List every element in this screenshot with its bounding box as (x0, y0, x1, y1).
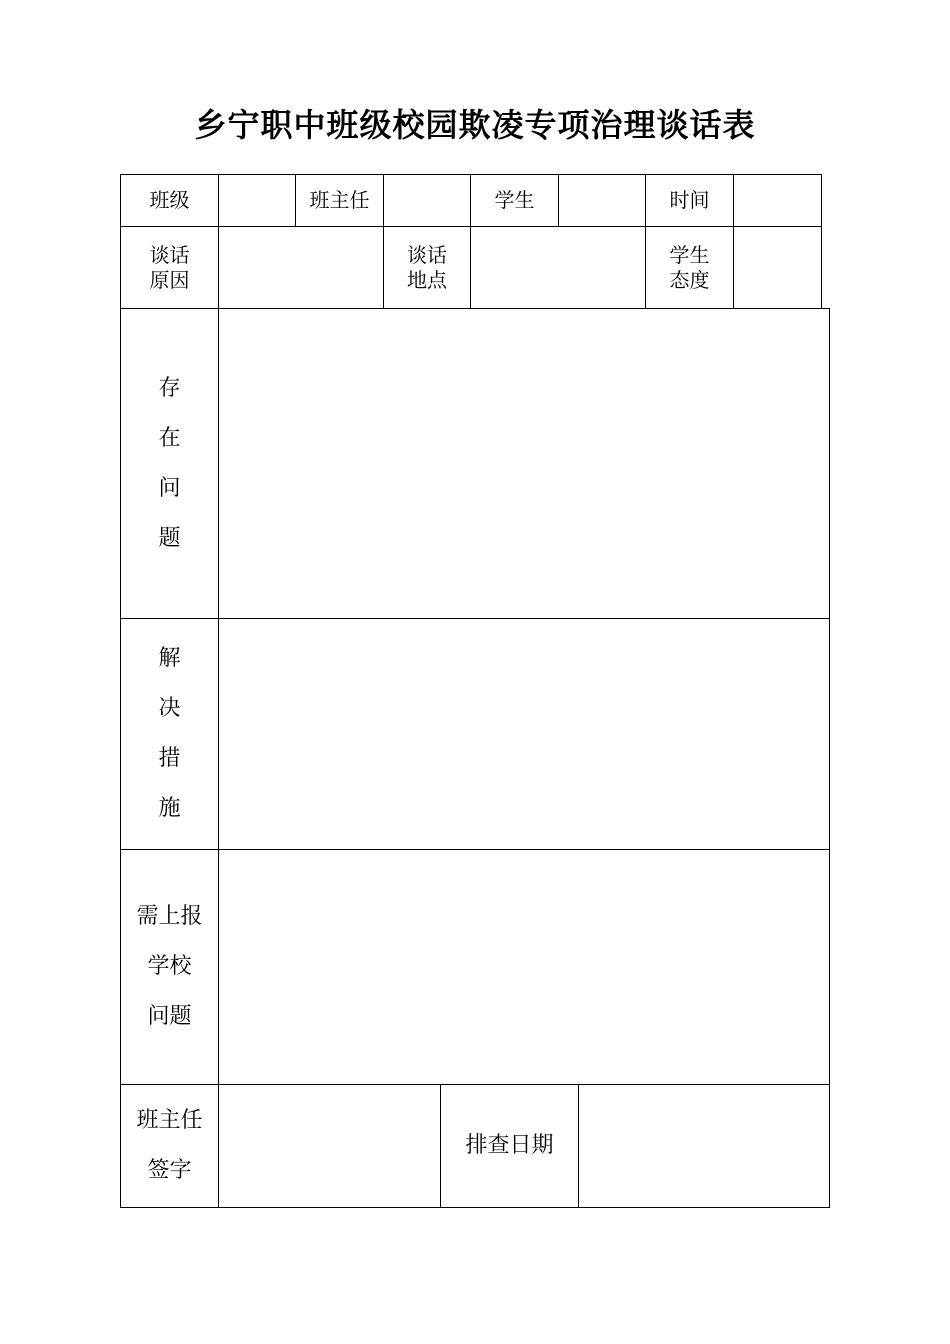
class-field[interactable] (219, 175, 295, 226)
inspection-date-label: 排查日期 (465, 1133, 554, 1158)
signature-label-line: 班主任 (136, 1108, 203, 1133)
signature-label-line: 签字 (147, 1158, 192, 1183)
existing-problems-field[interactable] (219, 309, 829, 618)
talk-place-label-line2: 地点 (407, 267, 447, 292)
solution-measures-field[interactable] (219, 619, 829, 849)
solution-measures-label-char: 措 (158, 746, 181, 771)
head-teacher-label: 班主任 (309, 188, 370, 212)
report-issues-label-line: 需上报 (136, 904, 203, 929)
existing-problems-label-char: 在 (158, 425, 181, 451)
report-issues-field[interactable] (219, 850, 829, 1084)
head-teacher-field[interactable] (384, 175, 470, 226)
talk-place-field[interactable] (471, 227, 645, 308)
time-label: 时间 (669, 188, 710, 212)
solution-measures-label (121, 619, 218, 849)
existing-problems-label-char: 题 (158, 525, 181, 551)
inspection-date-field[interactable] (579, 1085, 829, 1207)
class-label: 班级 (149, 188, 190, 212)
head-teacher-signature-field[interactable] (219, 1085, 440, 1207)
student-label: 学生 (494, 188, 535, 212)
time-field[interactable] (734, 175, 821, 226)
report-issues-label-line: 问题 (147, 1004, 192, 1029)
existing-problems-label-char: 存 (158, 375, 181, 401)
student-attitude-label-line2: 态度 (669, 267, 710, 292)
student-attitude-field[interactable] (734, 227, 821, 308)
head-teacher-signature-label (121, 1085, 218, 1207)
talk-reason-label-line2: 原因 (149, 267, 190, 292)
solution-measures-label-char: 解 (158, 646, 181, 671)
talk-reason-label-line1: 谈话 (149, 242, 190, 267)
form-title: 乡宁职中班级校园欺凌专项治理谈话表 (194, 106, 756, 144)
talk-place-label-line1: 谈话 (407, 242, 447, 267)
student-attitude-label (646, 227, 733, 308)
talk-reason-field[interactable] (219, 227, 383, 308)
solution-measures-label-char: 决 (158, 696, 181, 721)
talk-reason-label (121, 227, 218, 308)
report-issues-label-line: 学校 (147, 954, 192, 979)
existing-problems-label-char: 问 (158, 475, 181, 501)
student-field[interactable] (559, 175, 645, 226)
report-issues-label (121, 850, 218, 1084)
solution-measures-label-char: 施 (158, 796, 181, 821)
student-attitude-label-line1: 学生 (669, 242, 710, 267)
existing-problems-label (121, 309, 218, 618)
talk-place-label (384, 227, 470, 308)
